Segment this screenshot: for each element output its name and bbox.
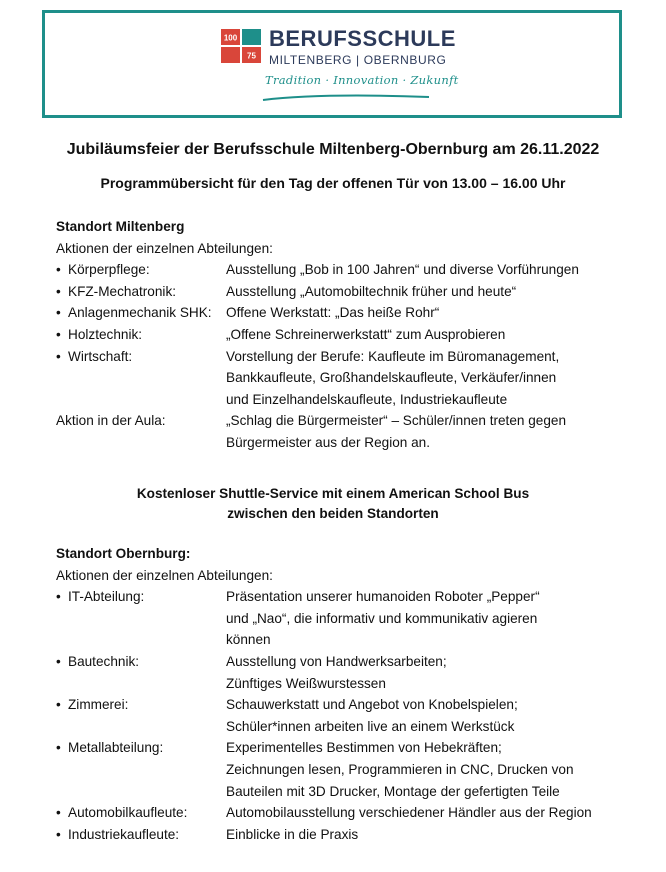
list-item bbox=[56, 281, 626, 303]
item-label: Anlagenmechanik SHK: bbox=[68, 305, 212, 321]
item-text: können bbox=[226, 632, 271, 648]
item-text: Zünftiges Weißwurstessen bbox=[226, 675, 386, 691]
section-intro: Aktionen der einzelnen Abteilungen: bbox=[56, 567, 273, 583]
list-item bbox=[56, 737, 626, 802]
logo-tagline: Tradition · Innovation · Zukunft bbox=[265, 73, 459, 87]
item-text: Bürgermeister aus der Region an. bbox=[226, 434, 431, 450]
item-text: Präsentation unserer humanoiden Roboter „Pepper“ bbox=[226, 589, 540, 605]
bullet-icon: • bbox=[56, 826, 61, 842]
bullet-icon: • bbox=[56, 283, 61, 299]
section-heading: Standort Miltenberg bbox=[56, 219, 185, 234]
item-text: Zeichnungen lesen, Programmieren in CNC, Drucken von bbox=[226, 761, 574, 777]
item-text: Einblicke in die Praxis bbox=[226, 826, 359, 842]
item-text: Ausstellung von Handwerksarbeiten; bbox=[226, 653, 447, 669]
bullet-icon: • bbox=[56, 805, 61, 821]
item-text: Offene Werkstatt: „Das heiße Rohr“ bbox=[226, 305, 440, 321]
bullet-icon: • bbox=[56, 326, 61, 342]
logo-subtitle: MILTENBERG | OBERNBURG bbox=[269, 53, 447, 67]
bullet-icon: • bbox=[56, 653, 61, 669]
shuttle-line-2: zwischen den beiden Standorten bbox=[227, 506, 439, 521]
item-label: Automobilkaufleute: bbox=[68, 805, 188, 821]
item-label: IT-Abteilung: bbox=[68, 589, 145, 605]
section-intro: Aktionen der einzelnen Abteilungen: bbox=[56, 240, 273, 256]
item-text: „Offene Schreinerwerkstatt“ zum Ausprobieren bbox=[226, 326, 506, 342]
bullet-icon: • bbox=[56, 262, 61, 278]
logo-number-75: 75 bbox=[247, 51, 256, 61]
section-heading: Standort Obernburg: bbox=[56, 546, 191, 561]
item-text: Bauteilen mit 3D Drucker, Montage der gefertigten Teile bbox=[226, 783, 560, 799]
bullet-icon: • bbox=[56, 740, 61, 756]
list-item bbox=[56, 586, 626, 651]
logo-number-100: 100 bbox=[223, 33, 238, 43]
item-label: Wirtschaft: bbox=[68, 348, 133, 364]
bullet-icon: • bbox=[56, 697, 61, 713]
list-item bbox=[56, 346, 626, 411]
page-subtitle: Programmübersicht für den Tag der offenen Tür von 13.00 – 16.00 Uhr bbox=[100, 175, 566, 191]
item-text: Vorstellung der Berufe: Kaufleute im Büromanagement, bbox=[226, 348, 560, 364]
item-text: Schauwerkstatt und Angebot von Knobelspielen; bbox=[226, 697, 518, 713]
list-item bbox=[56, 259, 626, 281]
item-label: KFZ-Mechatronik: bbox=[68, 283, 177, 299]
list-item bbox=[56, 651, 626, 694]
list-item bbox=[56, 802, 626, 824]
item-text: Bankkaufleute, Großhandelskaufleute, Verkäufer/innen bbox=[226, 370, 557, 386]
item-text: Ausstellung „Bob in 100 Jahren“ und diverse Vorführungen bbox=[226, 262, 579, 278]
header-banner bbox=[42, 10, 622, 118]
list-item-aula bbox=[56, 410, 626, 453]
section-miltenberg bbox=[56, 216, 626, 454]
item-text: und „Nao“, die informativ und kommunikativ agieren bbox=[226, 610, 538, 626]
list-item bbox=[56, 324, 626, 346]
item-text: „Schlag die Bürgermeister“ – Schüler/innen treten gegen bbox=[226, 413, 567, 429]
item-text: Schüler*innen arbeiten live an einem Werkstück bbox=[226, 718, 515, 734]
item-label: Holztechnik: bbox=[68, 326, 143, 342]
item-label: Industriekaufleute: bbox=[68, 826, 180, 842]
item-text: und Einzelhandelskaufleute, Industriekaufleute bbox=[226, 391, 508, 407]
school-logo-icon bbox=[221, 29, 261, 63]
section-obernburg bbox=[56, 543, 626, 845]
list-item bbox=[56, 824, 626, 846]
shuttle-notice bbox=[0, 484, 666, 524]
swoosh-icon bbox=[261, 91, 431, 103]
item-label: Zimmerei: bbox=[68, 697, 129, 713]
list-item bbox=[56, 694, 626, 737]
item-text: Experimentelles Bestimmen von Hebekräften; bbox=[226, 740, 502, 756]
logo-text bbox=[269, 27, 456, 67]
item-label: Körperpflege: bbox=[68, 262, 150, 278]
bullet-icon: • bbox=[56, 589, 61, 605]
page-title: Jubiläumsfeier der Berufsschule Miltenberg-Obernburg am 26.11.2022 bbox=[66, 141, 600, 158]
bullet-icon: • bbox=[56, 305, 61, 321]
item-label: Metallabteilung: bbox=[68, 740, 164, 756]
logo-title: BERUFSSCHULE bbox=[269, 26, 456, 51]
bullet-icon: • bbox=[56, 348, 61, 364]
shuttle-line-1: Kostenloser Shuttle-Service mit einem American School Bus bbox=[136, 486, 530, 501]
item-text: Automobilausstellung verschiedener Händler aus der Region bbox=[226, 805, 592, 821]
item-text: Ausstellung „Automobiltechnik früher und heute“ bbox=[226, 283, 517, 299]
list-item bbox=[56, 302, 626, 324]
item-label: Aktion in der Aula: bbox=[56, 413, 166, 429]
item-label: Bautechnik: bbox=[68, 653, 140, 669]
